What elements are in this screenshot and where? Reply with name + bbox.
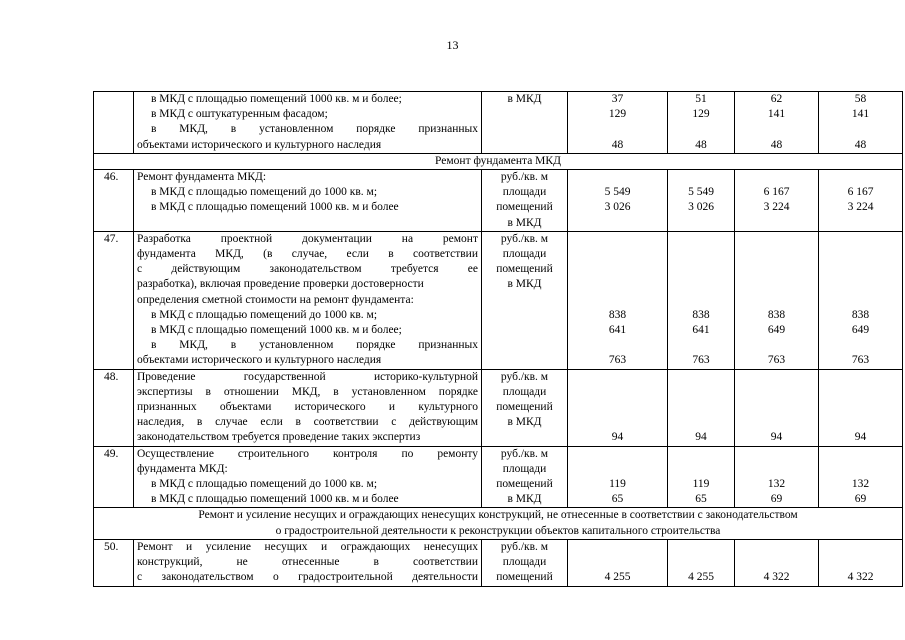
table-row bbox=[94, 369, 903, 446]
value-cell: 119 65 bbox=[568, 446, 668, 508]
value-cell: 5 549 3 026 bbox=[668, 170, 735, 232]
row-unit: руб./кв. м площади помещений в МКД bbox=[482, 369, 568, 446]
value-cell: 4 322 bbox=[735, 539, 819, 586]
value-cell: 5 549 3 026 bbox=[568, 170, 668, 232]
row-number: 49. bbox=[94, 446, 134, 508]
row-number bbox=[94, 92, 134, 154]
page-number: 13 bbox=[446, 38, 459, 52]
row-description: Разработка проектной документации на ремонт фундамента МКД, (в случае, если в соответствии с действующим законодательством требуется ее разработка), включая проведение проверки достоверности определения сметной стоимости на ремонт фундамента: в МКД с площадью помещений до 1000 кв. м; в МКД с площадью помещений 1000 кв. м и более; в МКД, в установленном порядке признанных объектами исторического и культурного наследия bbox=[134, 231, 482, 369]
table-row bbox=[94, 539, 903, 586]
section-title: Ремонт и усиление несущих и ограждающих ненесущих конструкций, не отнесенные в соответствии с законодательством о градостроительной деятельности к реконструкции объектов капитального строительства bbox=[94, 508, 903, 539]
value-cell: 838 649 763 bbox=[819, 231, 903, 369]
value-cell: 51 129 48 bbox=[668, 92, 735, 154]
value-cell: 6 167 3 224 bbox=[819, 170, 903, 232]
value-cell: 838 641 763 bbox=[568, 231, 668, 369]
table-row bbox=[94, 170, 903, 232]
section-title: Ремонт фундамента МКД bbox=[94, 153, 903, 169]
value-cell: 94 bbox=[668, 369, 735, 446]
row-number: 47. bbox=[94, 231, 134, 369]
value-cell: 62 141 48 bbox=[735, 92, 819, 154]
table-row bbox=[94, 92, 903, 154]
value-cell: 4 255 bbox=[668, 539, 735, 586]
row-unit: руб./кв. м площади помещений в МКД bbox=[482, 446, 568, 508]
value-cell: 132 69 bbox=[735, 446, 819, 508]
row-description: в МКД с площадью помещений 1000 кв. м и более; в МКД с оштукатуренным фасадом; в МКД, в установленном порядке признанных объектами исторического и культурного наследия bbox=[134, 92, 482, 154]
row-unit: руб./кв. м площади помещений в МКД bbox=[482, 231, 568, 369]
row-unit: руб./кв. м площади помещений bbox=[482, 539, 568, 586]
row-number: 48. bbox=[94, 369, 134, 446]
value-cell: 838 641 763 bbox=[668, 231, 735, 369]
value-cell: 6 167 3 224 bbox=[735, 170, 819, 232]
row-description: Осуществление строительного контроля по ремонту фундамента МКД: в МКД с площадью помещений до 1000 кв. м; в МКД с площадью помещений 1000 кв. м и более bbox=[134, 446, 482, 508]
value-cell: 37 129 48 bbox=[568, 92, 668, 154]
value-cell: 94 bbox=[819, 369, 903, 446]
value-cell: 838 649 763 bbox=[735, 231, 819, 369]
value-cell: 4 255 bbox=[568, 539, 668, 586]
row-description: Ремонт и усиление несущих и ограждающих ненесущих конструкций, не отнесенные в соответствии с законодательством о градостроительной деятельности bbox=[134, 539, 482, 586]
section-header bbox=[94, 508, 903, 539]
value-cell: 132 69 bbox=[819, 446, 903, 508]
row-description: Ремонт фундамента МКД: в МКД с площадью помещений до 1000 кв. м; в МКД с площадью помещений 1000 кв. м и более bbox=[134, 170, 482, 232]
value-cell: 4 322 bbox=[819, 539, 903, 586]
row-number: 50. bbox=[94, 539, 134, 586]
row-number: 46. bbox=[94, 170, 134, 232]
row-unit: руб./кв. м площади помещений в МКД bbox=[482, 170, 568, 232]
value-cell: 94 bbox=[735, 369, 819, 446]
value-cell: 94 bbox=[568, 369, 668, 446]
row-description: Проведение государственной историко-культурной экспертизы в отношении МКД, в установленном порядке признанных объектами исторического и культурного наследия, в случае если в соответствии с действующим законодательством требуется проведение таких экспертиз bbox=[134, 369, 482, 446]
table-row bbox=[94, 446, 903, 508]
row-unit: в МКД bbox=[482, 92, 568, 154]
value-cell: 58 141 48 bbox=[819, 92, 903, 154]
section-header bbox=[94, 153, 903, 169]
table-row bbox=[94, 231, 903, 369]
value-cell: 119 65 bbox=[668, 446, 735, 508]
norms-table bbox=[93, 91, 903, 587]
